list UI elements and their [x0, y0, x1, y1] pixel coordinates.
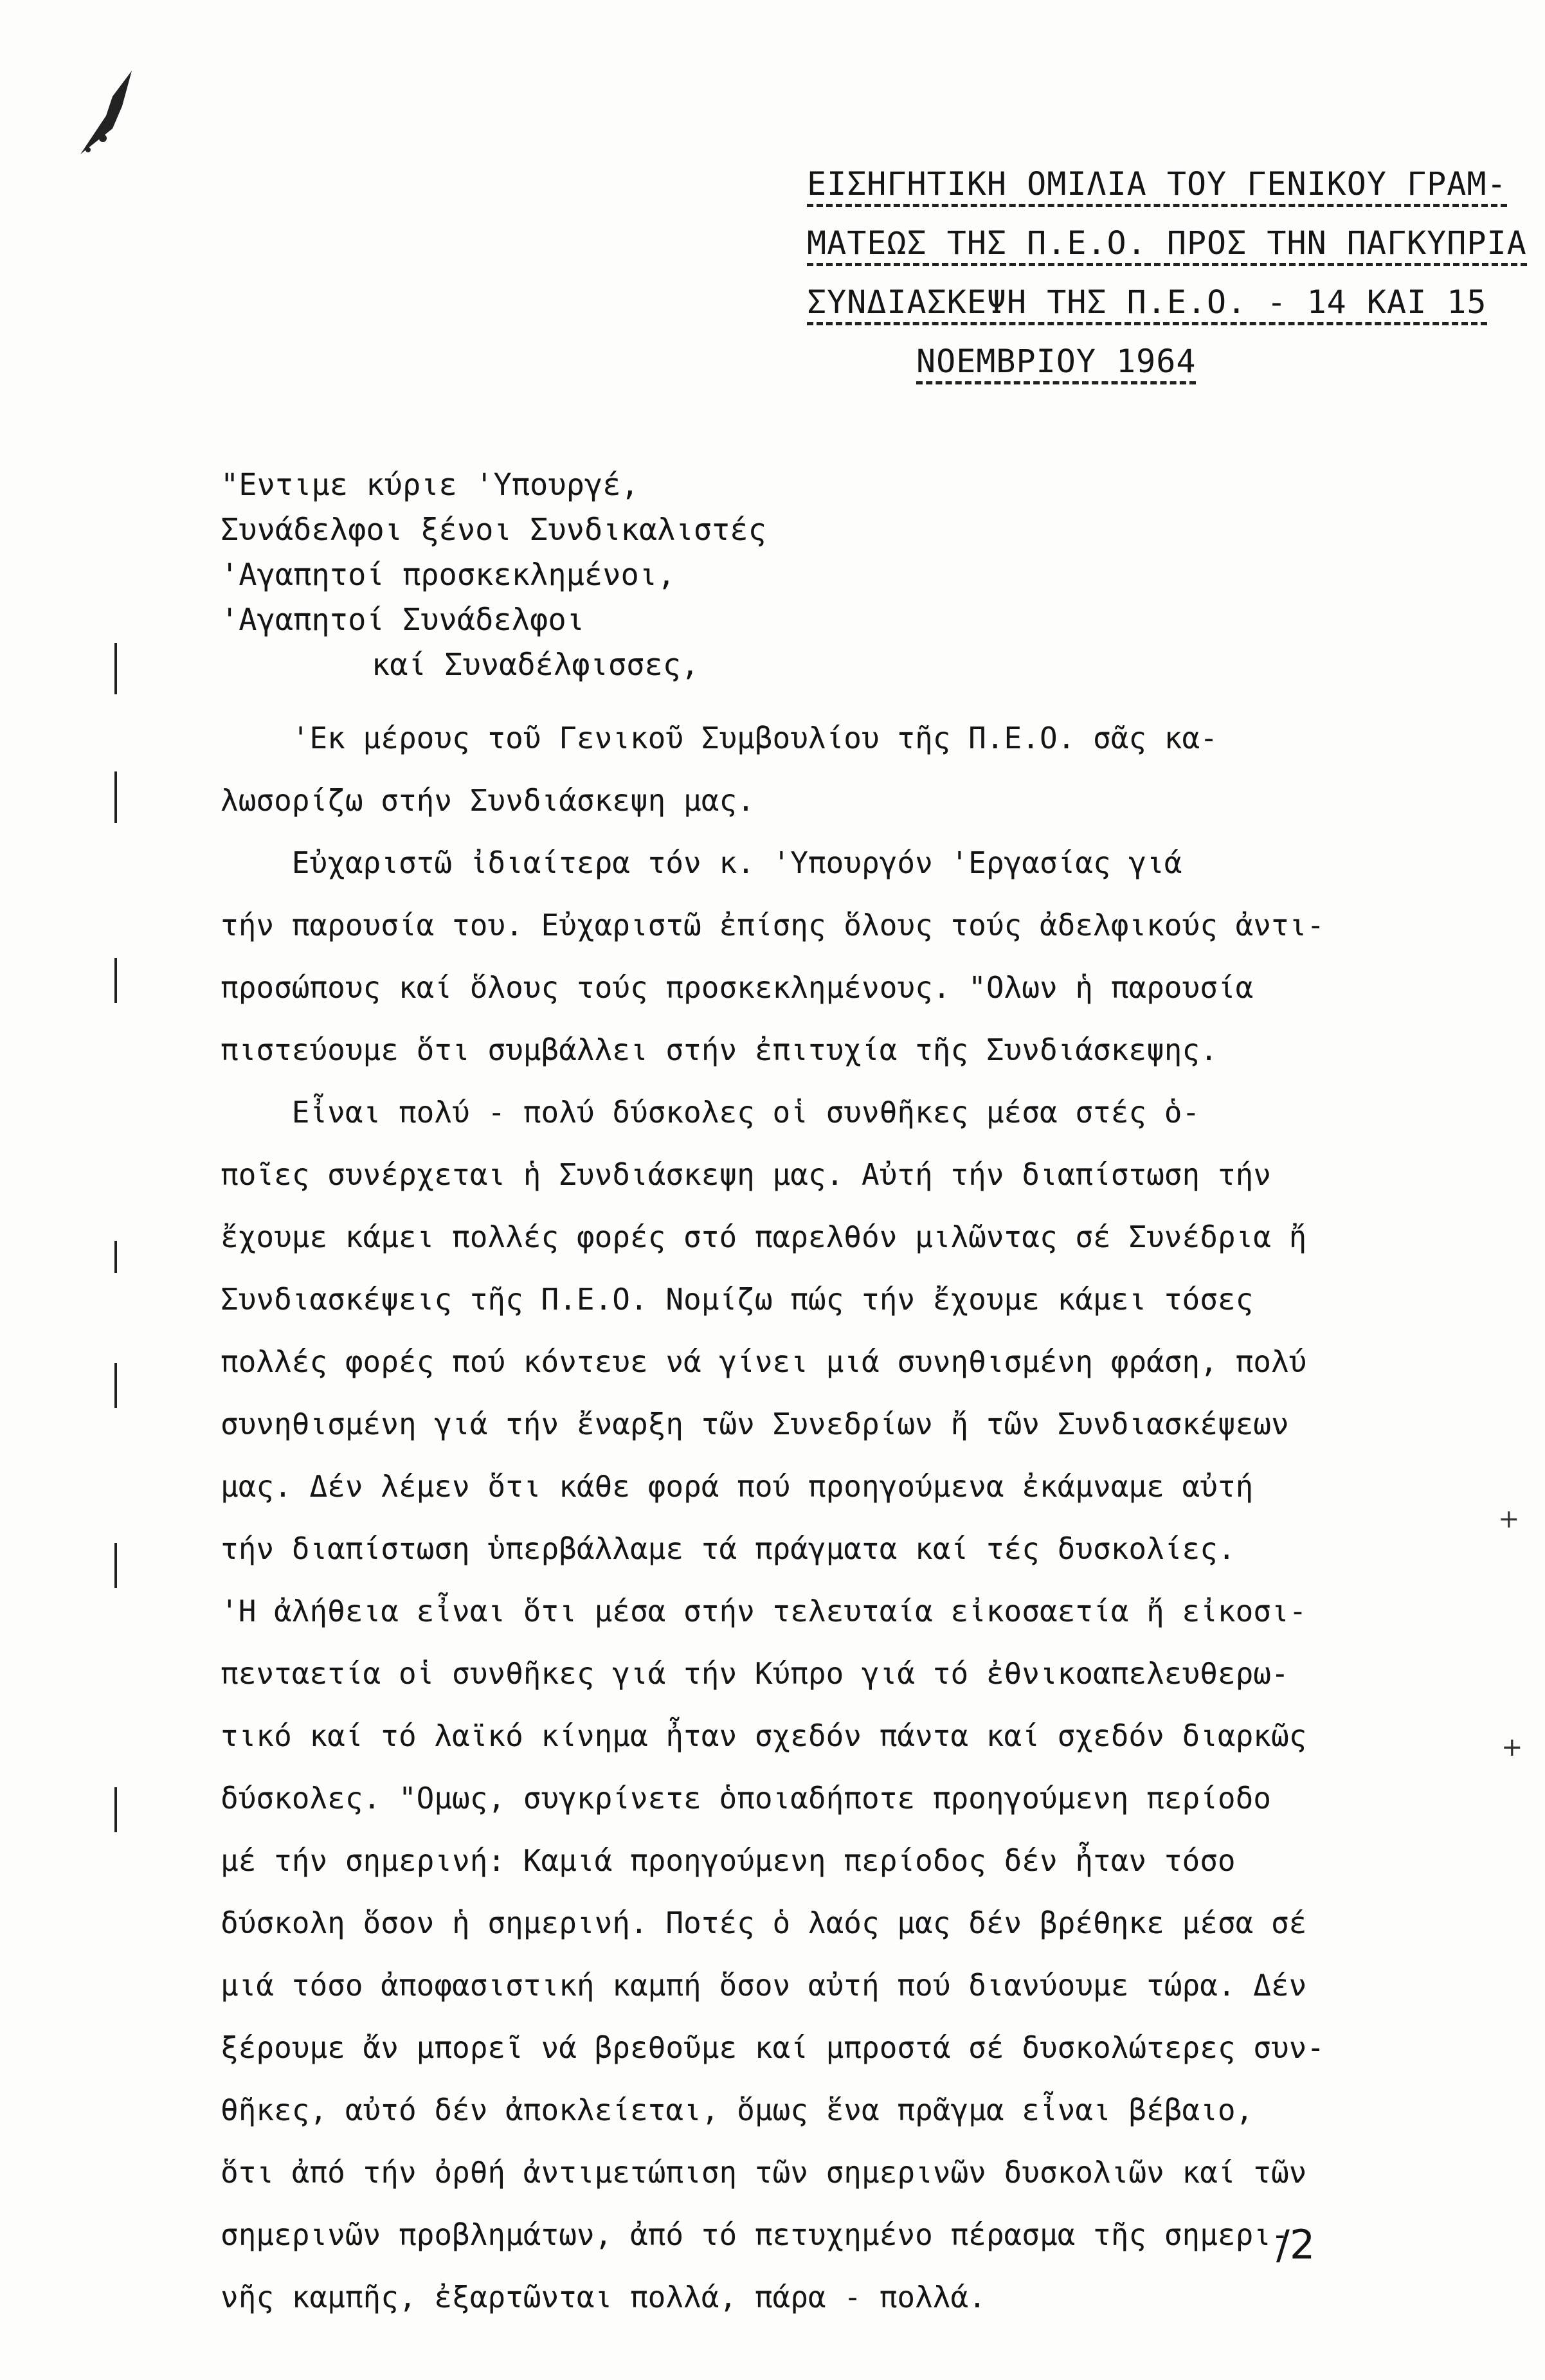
heading-line: ΣΥΝΔΙΑΣΚΕΨΗ ΤΗΣ Π.Ε.Ο. - 14 ΚΑΙ 15	[807, 273, 1476, 332]
scan-mark: +	[1498, 1504, 1520, 1534]
margin-mark	[114, 643, 117, 694]
body-line: μας. Δέν λέμεν ὅτι κάθε φορά πού προηγούμενα ἐκάμναμε αὐτή	[221, 1469, 1254, 1504]
body-line: Εἶναι πολύ - πολύ δύσκολες οἱ συνθῆκες μέσα στές ὁ-	[221, 1095, 1200, 1130]
body-line: μιά τόσο ἀποφασιστική καμπή ὅσον αὐτή πού διανύουμε τώρα. Δέν	[221, 1968, 1307, 2003]
body-line: προσώπους καί ὅλους τούς προσκεκλημένους. "Ολων ἡ παρουσία	[221, 970, 1254, 1005]
body-line: ποῖες συνέρχεται ἡ Συνδιάσκεψη μας. Αὐτή τήν διαπίστωση τήν	[221, 1157, 1271, 1192]
body-line: ξέρουμε ἄν μπορεῖ νά βρεθοῦμε καί μπροστά σέ δυσκολώτερες συν-	[221, 2030, 1325, 2065]
body-line: Εὐχαριστῶ ἰδιαίτερα τόν κ. 'Υπουργόν 'Εργασίας γιά	[221, 845, 1182, 880]
body-line: θῆκες, αὐτό δέν ἀποκλείεται, ὅμως ἕνα πρᾶγμα εἶναι βέβαιο,	[221, 2093, 1254, 2127]
body-line: μέ τήν σημερινή: Καμιά προηγούμενη περίοδος δέν ἦταν τόσο	[221, 1843, 1236, 1878]
document-heading	[807, 154, 1527, 391]
heading-line: ΝΟΕΜΒΡΙΟΥ 1964	[807, 332, 1476, 391]
body-line: τικό καί τό λαϊκό κίνημα ἦταν σχεδόν πάντα καί σχεδόν διαρκῶς	[221, 1718, 1307, 1753]
ink-blot-mark	[35, 45, 164, 174]
margin-mark	[114, 1241, 117, 1273]
body-line: λωσορίζω στήν Συνδιάσκεψη μας.	[221, 783, 755, 818]
salutation-line: 'Αγαπητοί Συνάδελφοι	[221, 602, 584, 638]
heading-line: ΜΑΤΕΩΣ ΤΗΣ Π.Ε.Ο. ΠΡΟΣ ΤΗΝ ΠΑΓΚΥΠΡΙΑ	[807, 213, 1476, 273]
body-line: τήν παρουσία του. Εὐχαριστῶ ἐπίσης ὅλους τούς ἀδελφικούς ἀντι-	[221, 908, 1325, 942]
margin-mark	[114, 958, 117, 1003]
body-line: Συνδιασκέψεις τῆς Π.Ε.Ο. Νομίζω πώς τήν ἔχουμε κάμει τόσες	[221, 1282, 1254, 1317]
scan-mark: +	[1501, 1733, 1523, 1762]
margin-mark	[114, 771, 117, 823]
body-line: ἔχουμε κάμει πολλές φορές στό παρελθόν μιλῶντας σέ Συνέδρια ἤ	[221, 1220, 1307, 1254]
salutation-line: καί Συναδέλφισσες,	[372, 647, 700, 683]
body-line: δύσκολες. "Ομως, συγκρίνετε ὁποιαδήποτε προηγούμενη περίοδο	[221, 1781, 1271, 1816]
margin-mark	[114, 1543, 117, 1588]
body-line: δύσκολη ὅσον ἡ σημερινή. Ποτές ὁ λαός μας δέν βρέθηκε μέσα σέ	[221, 1906, 1307, 1940]
salutation-line: 'Αγαπητοί προσκεκλημένοι,	[221, 557, 676, 593]
body-line: συνηθισμένη γιά τήν ἔναρξη τῶν Συνεδρίων ἤ τῶν Συνδιασκέψεων	[221, 1407, 1289, 1441]
body-line: νῆς καμπῆς, ἐξαρτῶνται πολλά, πάρα - πολλά.	[221, 2280, 986, 2314]
body-line: τήν διαπίστωση ὑπερβάλλαμε τά πράγματα καί τές δυσκολίες.	[221, 1531, 1236, 1566]
body-line: πιστεύουμε ὅτι συμβάλλει στήν ἐπιτυχία τῆς Συνδιάσκεψης.	[221, 1032, 1218, 1067]
salutation-line: "Εντιμε κύριε 'Υπουργέ,	[221, 467, 639, 503]
body-line: πενταετία οἱ συνθῆκες γιά τήν Κύπρο γιά τό ἐθνικοαπελευθερω-	[221, 1656, 1289, 1691]
body-line: σημερινῶν προβλημάτων, ἀπό τό πετυχημένο πέρασμα τῆς σημερι-	[221, 2217, 1289, 2252]
salutation-line: Συνάδελφοι ξένοι Συνδικαλιστές	[221, 512, 766, 548]
body-line: πολλές φορές πού κόντευε νά γίνει μιά συνηθισμένη φράση, πολύ	[221, 1344, 1307, 1379]
page-number: /2	[1276, 2221, 1315, 2268]
salutation	[221, 463, 766, 688]
heading-line: ΕΙΣΗΓΗΤΙΚΗ ΟΜΙΛΙΑ ΤΟΥ ΓΕΝΙΚΟΥ ΓΡΑΜ-	[807, 154, 1476, 213]
body-line: 'Η ἀλήθεια εἶναι ὅτι μέσα στήν τελευταία εἰκοσαετία ἤ εἰκοσι-	[221, 1594, 1307, 1628]
speech-body	[221, 707, 1455, 2329]
margin-mark	[114, 1787, 117, 1832]
body-line: 'Εκ μέρους τοῦ Γενικοῦ Συμβουλίου τῆς Π.Ε.Ο. σᾶς κα-	[221, 721, 1218, 755]
margin-mark	[114, 1363, 117, 1408]
body-line: ὅτι ἀπό τήν ὀρθή ἀντιμετώπιση τῶν σημερινῶν δυσκολιῶν καί τῶν	[221, 2155, 1307, 2190]
